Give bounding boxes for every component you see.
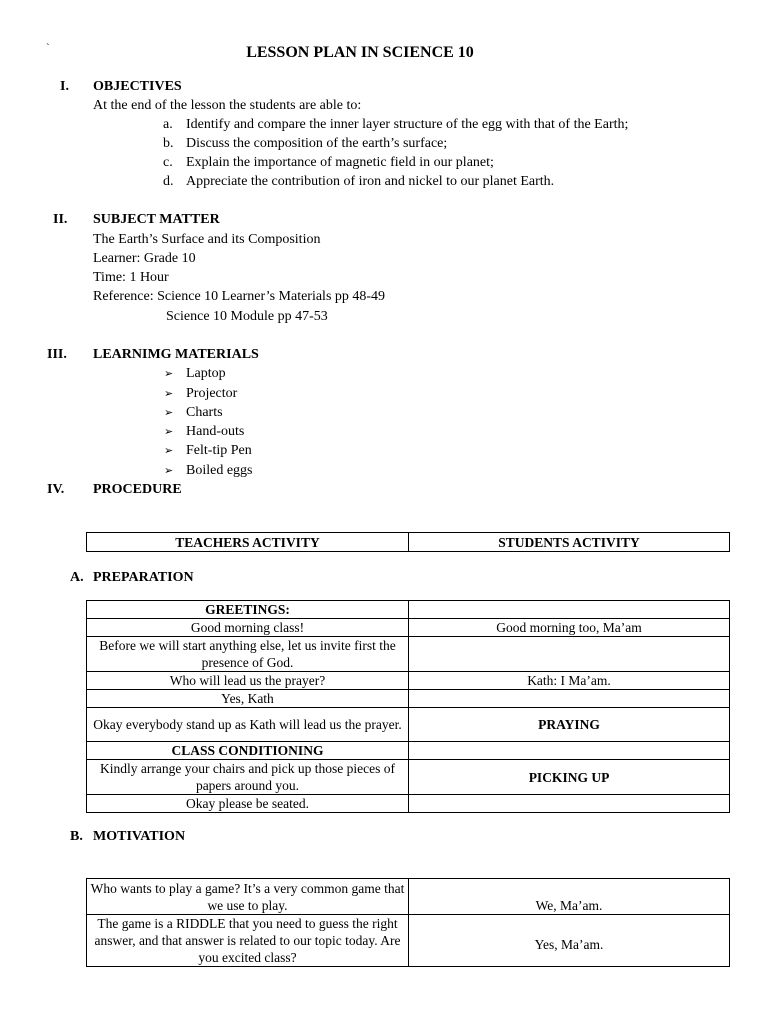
activity-header-table xyxy=(86,532,730,552)
subject-reference: Reference: Science 10 Learner’s Materials pp 48-49 xyxy=(93,289,386,304)
motivation-label: B. xyxy=(70,829,83,844)
student-cell: We, Ma’am. xyxy=(409,879,730,915)
materials-heading: LEARNIMG MATERIALS xyxy=(93,347,259,362)
teacher-cell: GREETINGS: xyxy=(87,601,409,619)
arrow-bullet-icon: ➢ xyxy=(164,444,174,457)
table-row xyxy=(87,742,730,760)
student-cell: PICKING UP xyxy=(409,760,730,795)
teachers-activity-header: TEACHERS ACTIVITY xyxy=(87,533,409,552)
procedure-numeral: IV. xyxy=(47,482,65,497)
motivation-heading: MOTIVATION xyxy=(93,829,186,844)
table-row xyxy=(87,879,730,915)
stray-mark: ` xyxy=(46,42,50,54)
preparation-table xyxy=(86,600,730,813)
arrow-bullet-icon: ➢ xyxy=(164,406,174,419)
arrow-bullet-icon: ➢ xyxy=(164,387,174,400)
teacher-cell: Okay everybody stand up as Kath will lead us the prayer. xyxy=(87,708,409,742)
objective-text: Identify and compare the inner layer structure of the egg with that of the Earth; xyxy=(186,117,629,132)
student-cell xyxy=(409,601,730,619)
table-row xyxy=(87,672,730,690)
table-row xyxy=(87,690,730,708)
student-cell: Good morning too, Ma’am xyxy=(409,619,730,637)
page-title: LESSON PLAN IN SCIENCE 10 xyxy=(246,44,474,61)
teacher-cell: Who will lead us the prayer? xyxy=(87,672,409,690)
objective-letter: a. xyxy=(163,117,173,132)
teacher-cell: The game is a RIDDLE that you need to guess the right answer, and that answer is related to our topic today. Are you excited class? xyxy=(87,915,409,967)
table-row xyxy=(87,708,730,742)
objectives-numeral: I. xyxy=(60,79,69,94)
teacher-cell: Before we will start anything else, let us invite first the presence of God. xyxy=(87,637,409,672)
objectives-heading: OBJECTIVES xyxy=(93,79,182,94)
preparation-label: A. xyxy=(70,570,84,585)
teacher-cell: Kindly arrange your chairs and pick up those pieces of papers around you. xyxy=(87,760,409,795)
preparation-heading: PREPARATION xyxy=(93,570,194,585)
material-item: ➢ Felt-tip Pen xyxy=(164,443,252,458)
arrow-bullet-icon: ➢ xyxy=(164,425,174,438)
student-cell: PRAYING xyxy=(409,708,730,742)
student-cell: Kath: I Ma’am. xyxy=(409,672,730,690)
subject-matter-heading: SUBJECT MATTER xyxy=(93,212,220,227)
material-item: ➢ Projector xyxy=(164,386,238,401)
material-item: ➢ Hand-outs xyxy=(164,424,245,439)
objective-letter: d. xyxy=(163,174,174,189)
material-item: ➢ Laptop xyxy=(164,366,226,381)
subject-topic: The Earth’s Surface and its Composition xyxy=(93,232,321,247)
subject-matter-numeral: II. xyxy=(53,212,68,227)
motivation-table xyxy=(86,878,730,967)
objective-text: Appreciate the contribution of iron and nickel to our planet Earth. xyxy=(186,174,555,189)
material-item: ➢ Boiled eggs xyxy=(164,463,253,478)
subject-time: Time: 1 Hour xyxy=(93,270,169,285)
table-row xyxy=(87,637,730,672)
student-cell xyxy=(409,742,730,760)
objectives-intro: At the end of the lesson the students are able to: xyxy=(93,98,362,113)
objective-letter: c. xyxy=(163,155,173,170)
subject-learner: Learner: Grade 10 xyxy=(93,251,196,266)
students-activity-header: STUDENTS ACTIVITY xyxy=(409,533,730,552)
student-cell xyxy=(409,637,730,672)
table-row xyxy=(87,915,730,967)
teacher-cell: Yes, Kath xyxy=(87,690,409,708)
teacher-cell: Okay please be seated. xyxy=(87,795,409,813)
objective-letter: b. xyxy=(163,136,174,151)
table-row xyxy=(87,601,730,619)
objective-text: Discuss the composition of the earth’s surface; xyxy=(186,136,448,151)
procedure-heading: PROCEDURE xyxy=(93,482,182,497)
teacher-cell: Who wants to play a game? It’s a very common game that we use to play. xyxy=(87,879,409,915)
teacher-cell: CLASS CONDITIONING xyxy=(87,742,409,760)
student-cell xyxy=(409,690,730,708)
arrow-bullet-icon: ➢ xyxy=(164,367,174,380)
table-row xyxy=(87,619,730,637)
student-cell: Yes, Ma’am. xyxy=(409,915,730,967)
student-cell xyxy=(409,795,730,813)
table-row xyxy=(87,795,730,813)
teacher-cell: Good morning class! xyxy=(87,619,409,637)
material-item: ➢ Charts xyxy=(164,405,223,420)
table-row xyxy=(87,760,730,795)
subject-reference-cont: Science 10 Module pp 47-53 xyxy=(166,309,328,324)
materials-numeral: III. xyxy=(47,347,67,362)
arrow-bullet-icon: ➢ xyxy=(164,464,174,477)
objective-text: Explain the importance of magnetic field in our planet; xyxy=(186,155,494,170)
